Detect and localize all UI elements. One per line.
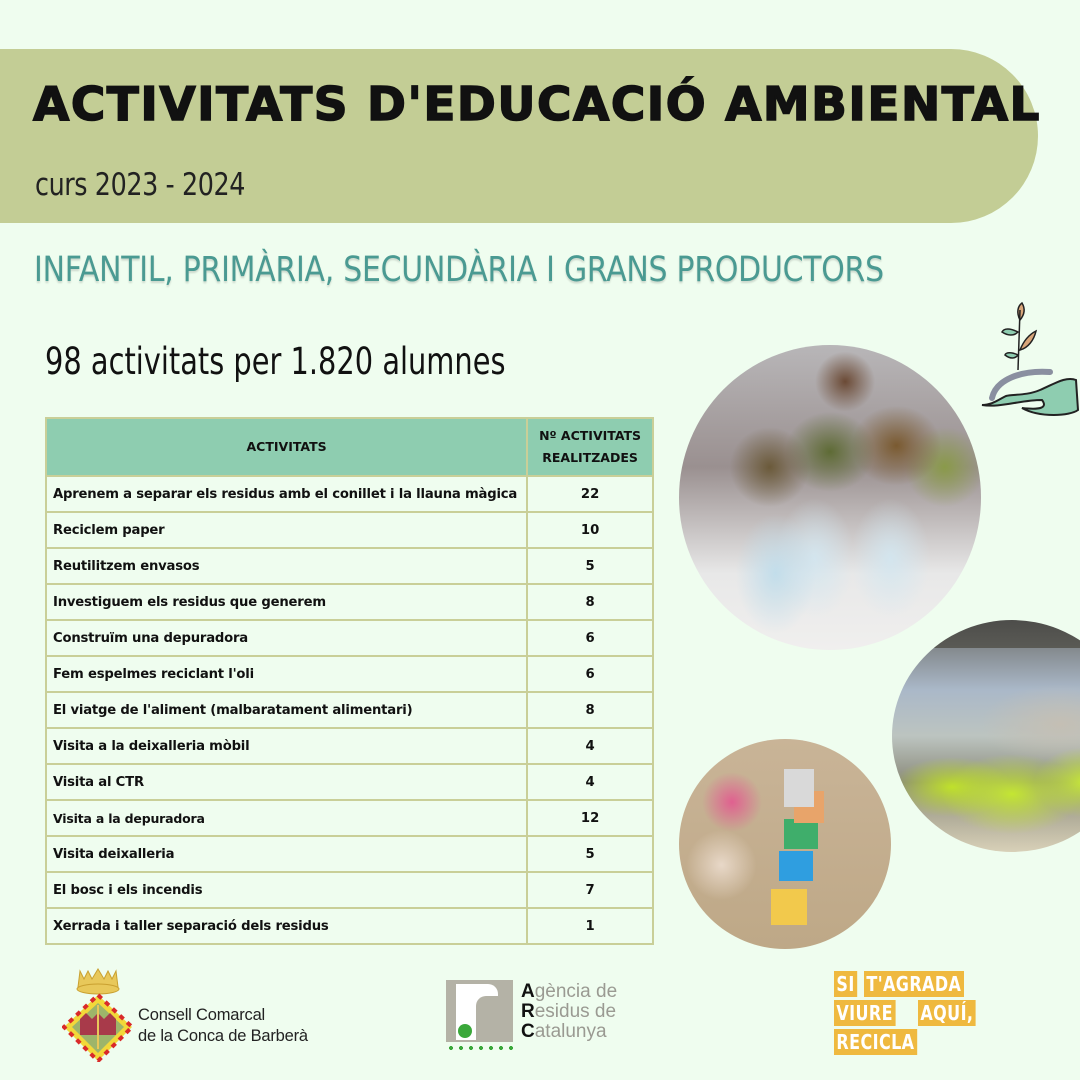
table-row <box>46 764 653 800</box>
activity-count: 7 <box>527 872 653 908</box>
page-title: ACTIVITATS D'EDUCACIÓ AMBIENTAL <box>33 77 1041 131</box>
activity-name: Investiguem els residus que generem <box>46 584 527 620</box>
consell-comarcal-name <box>138 1005 308 1047</box>
arc-line1: gència de <box>534 981 618 1002</box>
recicla-word-tagrada: T'AGRADA <box>864 971 964 997</box>
activity-count: 4 <box>527 764 653 800</box>
activity-count: 5 <box>527 836 653 872</box>
table-row <box>46 584 653 620</box>
table-row <box>46 620 653 656</box>
activity-name: Visita deixalleria <box>46 836 527 872</box>
table-row <box>46 656 653 692</box>
consell-line1: Consell Comarcal <box>138 1006 266 1024</box>
activity-count: 22 <box>527 476 653 512</box>
coat-of-arms-icon <box>62 967 134 1062</box>
table-row <box>46 872 653 908</box>
activity-name: Construïm una depuradora <box>46 620 527 656</box>
table-row <box>46 692 653 728</box>
activity-name: Reutilitzem envasos <box>46 548 527 584</box>
activity-name: Fem espelmes reciclant l'oli <box>46 656 527 692</box>
activities-table <box>45 417 654 945</box>
education-levels: INFANTIL, PRIMÀRIA, SECUNDÀRIA I GRANS PRODUCTORS <box>34 250 884 290</box>
activity-name: Visita a la depuradora <box>46 800 527 836</box>
recicla-word-si: SI <box>834 971 857 997</box>
photo-bottle-filters <box>679 345 981 650</box>
arc-initial-a: A <box>521 981 535 1002</box>
arc-flower-icon <box>458 1024 472 1038</box>
table-row <box>46 548 653 584</box>
photo-sorting-game <box>679 739 891 949</box>
consell-line2: de la Conca de Barberà <box>138 1027 308 1045</box>
activity-count: 5 <box>527 548 653 584</box>
consell-comarcal-logo <box>62 967 342 1062</box>
activity-count: 4 <box>527 728 653 764</box>
arc-dots-icon <box>446 1046 516 1050</box>
activity-name: El viatge de l'aliment (malbaratament alimentari) <box>46 692 527 728</box>
column-header-activity: ACTIVITATS <box>46 418 527 476</box>
photo-waste-facility-visit <box>892 620 1080 852</box>
summary-headline: 98 activitats per 1.820 alumnes <box>45 340 506 383</box>
recicla-word-recicla: RECICLA <box>834 1029 917 1055</box>
column-header-count <box>527 418 653 476</box>
table-row <box>46 908 653 944</box>
column-header-count-line2: REALITZADES <box>542 450 638 465</box>
arc-initial-c: C <box>521 1021 535 1042</box>
hand-plant-icon <box>970 300 1080 430</box>
activity-name: Reciclem paper <box>46 512 527 548</box>
activity-name: Xerrada i taller separació dels residus <box>46 908 527 944</box>
school-year: curs 2023 - 2024 <box>35 167 246 203</box>
activity-name: Visita al CTR <box>46 764 527 800</box>
arc-name <box>521 982 617 1042</box>
column-header-count-line1: Nº ACTIVITATS <box>539 428 642 443</box>
activity-name: Aprenem a separar els residus amb el conillet i la llauna màgica <box>46 476 527 512</box>
arc-logo <box>444 976 644 1056</box>
arc-line2: esidus de <box>534 1001 617 1022</box>
table-row <box>46 800 653 836</box>
header-banner <box>0 49 1041 223</box>
activity-count: 8 <box>527 584 653 620</box>
recicla-word-viure: VIURE <box>834 1000 895 1026</box>
activity-name: El bosc i els incendis <box>46 872 527 908</box>
activity-count: 12 <box>527 800 653 836</box>
table-row <box>46 728 653 764</box>
table-row <box>46 836 653 872</box>
recicla-campaign-logo <box>834 971 1006 1057</box>
activity-name: Visita a la deixalleria mòbil <box>46 728 527 764</box>
activity-count: 6 <box>527 620 653 656</box>
activity-count: 8 <box>527 692 653 728</box>
activity-count: 10 <box>527 512 653 548</box>
recicla-word-aqui: AQUÍ, <box>918 1000 976 1026</box>
table-row <box>46 512 653 548</box>
arc-r-cutout <box>476 996 498 1042</box>
activity-count: 6 <box>527 656 653 692</box>
table-row <box>46 476 653 512</box>
table-header-row <box>46 418 653 476</box>
arc-line3: atalunya <box>534 1021 607 1042</box>
arc-initial-r: R <box>521 1001 535 1022</box>
activity-count: 1 <box>527 908 653 944</box>
